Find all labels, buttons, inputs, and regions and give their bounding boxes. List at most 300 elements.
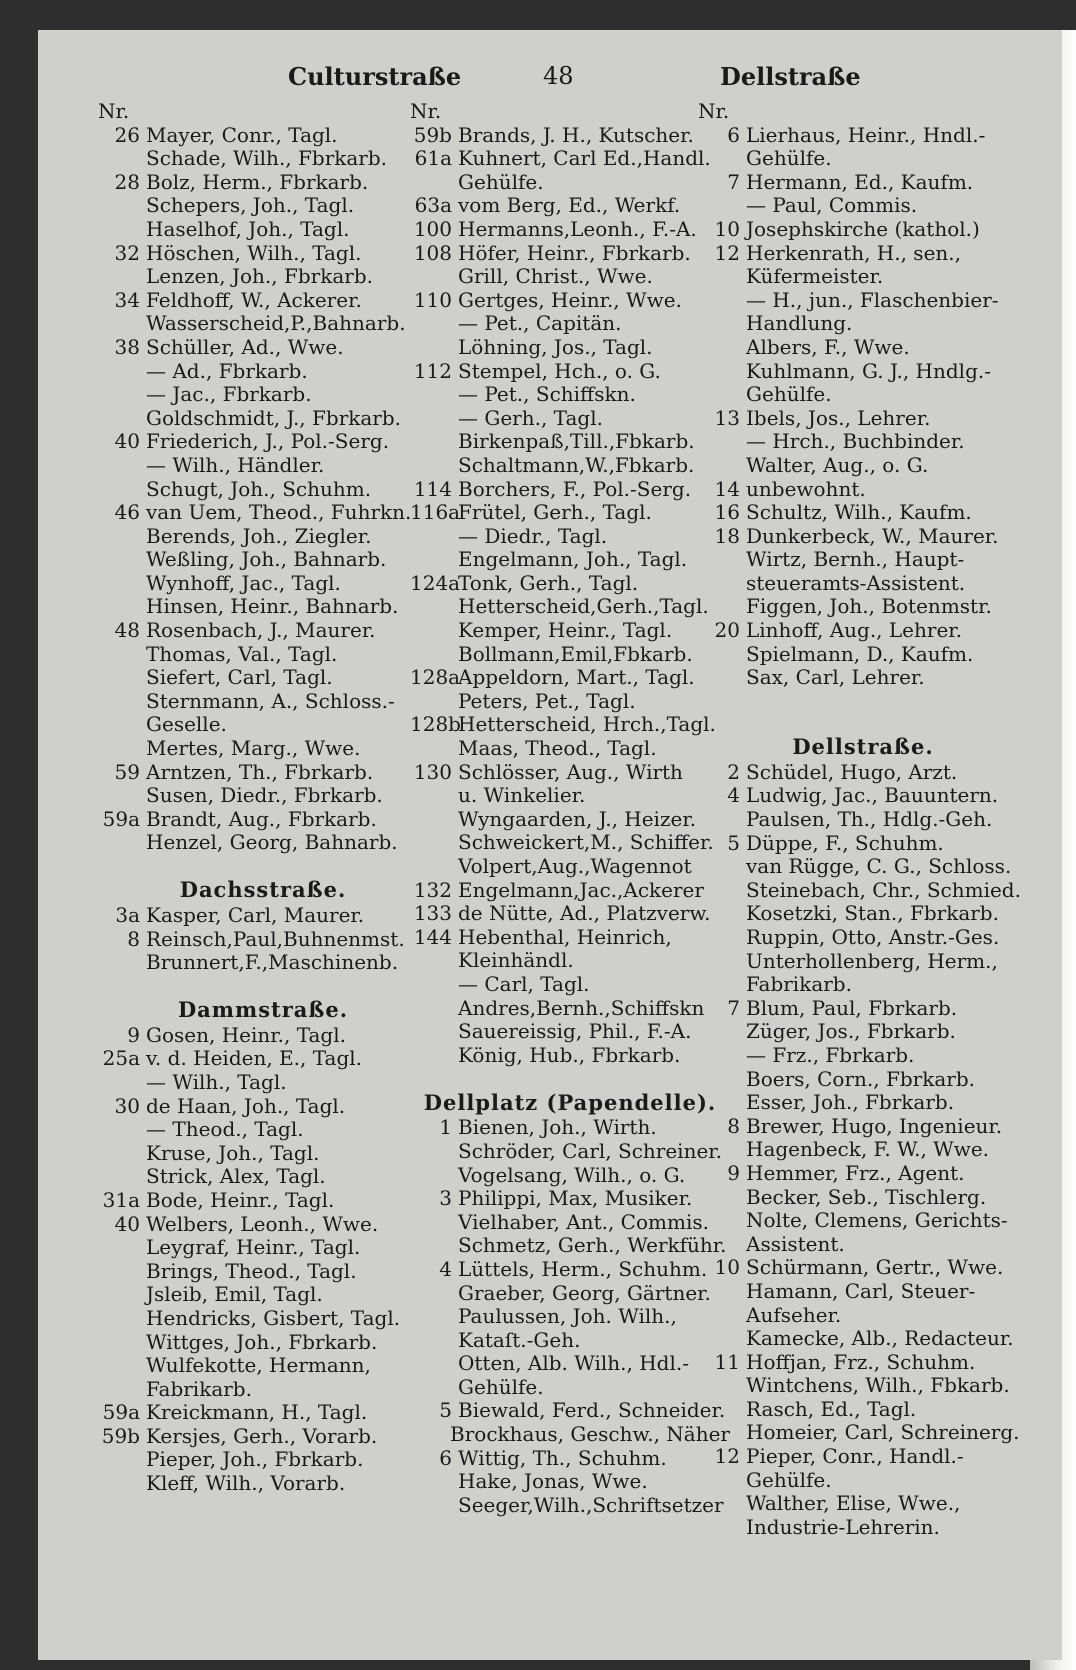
house-number: 59a [102,1400,140,1425]
house-number [98,1071,146,1095]
house-number: 114 [413,476,452,501]
directory-entry [98,100,428,124]
resident-entry: Seeger,Wilh.,Schriftsetzer [458,1492,724,1517]
directory-entry [410,949,730,973]
directory-entry [698,548,1028,572]
resident-entry: — Pet., Schiffskn. [458,382,636,407]
house-number [410,1020,458,1044]
house-number [410,690,458,714]
resident-entry: Wittig, Th., Schuhm. [458,1445,667,1470]
house-number: 59b [101,1423,140,1448]
house-number: 10 [714,1255,740,1280]
directory-entry [98,548,428,572]
resident-entry: Engelmann, Joh., Tagl. [458,547,688,572]
directory-entry [410,997,730,1021]
resident-entry: Ruppin, Otto, Anstr.-Ges. [746,925,1000,949]
house-number: 10 [714,216,740,241]
house-number: 144 [413,924,452,949]
resident-entry: Feldhoff, W., Ackerer. [146,287,362,312]
resident-entry: Rasch, Ed., Tagl. [746,1396,917,1421]
house-number: 110 [413,287,452,312]
resident-entry: Esser, Joh., Fbrkarb. [746,1090,955,1115]
directory-entry [98,1118,428,1142]
resident-entry: Schugt, Joh., Schuhm. [146,476,372,501]
resident-entry: Graeber, Georg, Gärtner. [458,1280,711,1305]
resident-entry: v. d. Heiden, E., Tagl. [146,1046,363,1071]
house-number: 2 [727,759,740,784]
directory-entry [98,619,428,643]
resident-entry: Hemmer, Frz., Agent. [746,1160,965,1185]
house-number [410,973,458,997]
directory-entry [98,666,428,690]
resident-entry: Dunkerbeck, W., Maurer. [746,523,999,548]
house-number [98,1378,146,1402]
house-number [410,1494,458,1518]
resident-entry: vom Berg, Ed., Werkf. [458,193,681,218]
directory-entry [410,265,730,289]
resident-entry: Pieper, Joh., Fbrkarb. [146,1447,364,1472]
house-number [98,525,146,549]
resident-entry: Grill, Christ., Wwe. [458,264,653,289]
directory-entry [410,1020,730,1044]
directory-page [38,30,1062,1660]
house-number [410,1140,458,1164]
house-number [698,879,746,903]
resident-entry: Schröder, Carl, Schreiner. [458,1138,723,1163]
house-number [98,1331,146,1355]
resident-entry: Kuhnert, Carl Ed.,Handl. [458,146,711,171]
directory-entry [698,808,1028,832]
resident-entry: Becker, Seb., Tischlerg. [746,1184,987,1209]
house-number [410,784,458,808]
house-number: 12 [714,1444,740,1469]
directory-entry [410,312,730,336]
resident-entry: Aufseher. [746,1302,842,1327]
house-number [98,1142,146,1166]
house-number [698,666,746,690]
house-number: 46 [114,500,140,525]
house-number: 128a [410,665,461,690]
house-number [698,336,746,360]
directory-entry [698,124,1028,148]
house-number [698,808,746,832]
directory-entry [98,147,428,171]
house-number [410,1211,458,1235]
resident-entry: Schaltmann,W.,Fbkarb. [458,452,695,477]
house-number [698,147,746,171]
directory-entry [98,1189,428,1213]
resident-entry: Nolte, Clemens, Gerichts- [746,1208,1008,1233]
house-number: 130 [413,759,452,784]
resident-entry: Schüdel, Hugo, Arzt. [746,759,958,784]
house-number: 9 [127,1022,140,1047]
house-number [698,312,746,336]
house-number [698,1304,746,1328]
directory-entry [410,1282,730,1306]
resident-entry: Haselhof, Joh., Tagl. [146,216,350,241]
house-number [410,1329,458,1353]
house-number [410,1470,458,1494]
directory-entry [98,1165,428,1189]
directory-entry [410,902,730,926]
house-number: 18 [714,523,740,548]
directory-entry [698,383,1028,407]
column-2 [410,100,730,1517]
directory-entry [698,454,1028,478]
resident-entry: Schüller, Ad., Wwe. [146,334,344,359]
house-number: Nr. [698,99,730,123]
directory-entry [698,501,1028,525]
directory-entry [98,737,428,761]
house-number [698,1398,746,1422]
directory-entry [410,454,730,478]
house-number: 31a [102,1187,140,1212]
resident-entry: — Theod., Tagl. [146,1117,304,1142]
directory-entry [98,1307,428,1331]
house-number: 13 [714,405,740,430]
directory-entry [698,1044,1028,1068]
directory-entry [698,430,1028,454]
house-number [98,737,146,761]
house-number [698,289,746,313]
resident-entry: Wittges, Joh., Fbrkarb. [146,1329,378,1354]
directory-entry [410,1164,730,1188]
directory-entry [698,926,1028,950]
house-number [698,1516,746,1540]
house-number: 40 [114,429,140,454]
house-number: 32 [114,240,140,265]
resident-entry: Gehülfe. [458,169,544,194]
directory-entry [698,855,1028,879]
resident-entry: Spielmann, D., Kaufm. [746,641,974,666]
resident-entry: Borchers, F., Pol.-Serg. [458,476,692,501]
resident-entry: — Wilh., Tagl. [146,1069,287,1094]
house-number: 6 [727,122,740,147]
directory-entry [698,997,1028,1021]
house-number [698,1374,746,1398]
resident-entry: Tonk, Gerh., Tagl. [458,570,639,595]
house-number [98,666,146,690]
house-number: 124a [410,570,461,595]
house-number [98,1236,146,1260]
house-number [98,784,146,808]
directory-entry [698,1492,1028,1516]
resident-entry: Volpert,Aug.,Wagennot [458,854,692,878]
directory-entry [698,1516,1028,1540]
resident-entry: Vogelsang, Wilh., o. G. [458,1162,686,1187]
directory-entry [410,926,730,950]
column-1 [98,100,428,1496]
directory-entry [698,265,1028,289]
directory-entry [98,336,428,360]
house-number [98,1307,146,1331]
directory-entry [98,904,428,928]
resident-entry: Kersjes, Gerh., Vorarb. [146,1423,378,1448]
resident-entry: Berends, Joh., Ziegler. [146,523,372,548]
directory-entry [698,478,1028,502]
house-number [698,1233,746,1257]
house-number: 108 [413,240,452,265]
resident-entry: Walther, Elise, Wwe., [746,1491,961,1516]
resident-entry: Küfermeister. [746,264,884,289]
resident-entry: Birkenpaß,Till.,Fbkarb. [458,429,695,454]
resident-entry: Hamann, Carl, Steuer- [746,1278,976,1303]
house-number [98,548,146,572]
directory-entry [698,761,1028,785]
directory-entry [410,124,730,148]
directory-entry [98,1283,428,1307]
resident-entry: Rosenbach, J., Maurer. [146,618,376,643]
house-number [698,360,746,384]
directory-entry [98,1024,428,1048]
directory-entry [698,336,1028,360]
directory-entry [410,501,730,525]
resident-entry: Schweickert,M., Schiffer. [458,830,714,855]
directory-entry [98,951,428,975]
house-number [698,265,746,289]
house-number: 16 [714,500,740,525]
directory-entry [698,407,1028,431]
house-number [698,548,746,572]
directory-entry [698,171,1028,195]
resident-entry: Kasper, Carl, Maurer. [146,903,365,927]
house-number: 112 [413,358,452,383]
resident-entry: Unterhollenberg, Herm., [746,948,998,973]
resident-entry: — Frz., Fbrkarb. [746,1042,915,1067]
house-number [410,619,458,643]
house-number [698,430,746,454]
house-number: 1 [439,1115,452,1140]
house-number [98,312,146,336]
resident-entry: Kreickmann, H., Tagl. [146,1400,368,1425]
resident-entry: Hetterscheid,Gerh.,Tagl. [458,594,709,619]
resident-entry: Höfer, Heinr., Fbrkarb. [458,240,691,265]
directory-entry [410,713,730,737]
house-number: 14 [714,476,740,501]
header-left-street: Culturstraße [288,62,462,91]
directory-entry [698,1091,1028,1115]
house-number: 61a [414,146,452,171]
house-number [410,949,458,973]
house-number [698,855,746,879]
resident-entry: Kuhlmann, G. J., Hndlg.- [746,358,991,383]
resident-entry: Wyngaarden, J., Heizer. [458,806,697,831]
resident-entry: Gehülfe. [746,146,832,171]
house-number: Nr. [410,99,442,123]
house-number [98,360,146,384]
directory-entry [410,360,730,384]
house-number [98,383,146,407]
resident-entry: Otten, Alb. Wilh., Hdl.- [458,1351,689,1376]
directory-entry [98,430,428,454]
directory-entry [410,1376,730,1400]
directory-entry [410,1211,730,1235]
house-number [410,407,458,431]
directory-entry [98,242,428,266]
house-number: 34 [114,287,140,312]
directory-entry [698,950,1028,974]
house-number: 25a [102,1046,140,1071]
resident-entry: — Pet., Capitän. [458,311,622,336]
house-number: 5 [439,1398,452,1423]
directory-entry [410,1447,730,1471]
directory-entry [698,1115,1028,1139]
resident-entry: Wintchens, Wilh., Fbkarb. [746,1373,1010,1398]
resident-entry: Sternmann, A., Schloss.- [146,688,395,713]
resident-entry: Hendricks, Gisbert, Tagl. [146,1305,401,1330]
resident-entry: Schlösser, Aug., Wirth [458,759,683,784]
house-number [698,1280,746,1304]
resident-entry: Paulsen, Th., Hdlg.-Geh. [746,807,993,832]
house-number: 63a [414,193,452,218]
header-right-street: Dellstraße [720,62,861,91]
resident-entry: Ibels, Jos., Lehrer. [746,405,931,430]
directory-entry [410,1305,730,1329]
directory-entry [698,1186,1028,1210]
directory-entry [410,430,730,454]
directory-entry [410,761,730,785]
directory-entry [698,1398,1028,1422]
directory-entry [410,548,730,572]
house-number [698,902,746,926]
directory-entry [698,1233,1028,1257]
directory-entry [98,407,428,431]
house-number [98,1354,146,1378]
directory-entry [698,1374,1028,1398]
house-number: 100 [413,216,452,241]
resident-entry: Löhning, Jos., Tagl. [458,334,653,359]
directory-entry [698,1020,1028,1044]
house-number [98,1118,146,1142]
resident-entry: Henzel, Georg, Bahnarb. [146,830,398,855]
directory-entry [98,1071,428,1095]
house-number [98,454,146,478]
house-number [98,951,146,975]
directory-entry [698,1209,1028,1233]
resident-entry: Lenzen, Joh., Fbrkarb. [146,264,373,289]
directory-entry [410,218,730,242]
directory-entry [410,242,730,266]
resident-entry: Brands, J. H., Kutscher. [458,122,694,147]
resident-entry: Assistent. [746,1231,845,1256]
resident-entry: Wynhoff, Jac., Tagl. [146,570,341,595]
house-number [410,454,458,478]
resident-entry: Bode, Heinr., Tagl. [146,1187,335,1212]
resident-entry: Sax, Carl, Lehrer. [746,665,925,690]
resident-entry: Gehülfe. [746,382,832,407]
directory-entry [410,879,730,903]
resident-entry: Arntzen, Th., Fbrkarb. [146,759,374,784]
resident-entry: van Rügge, C. G., Schloss. [746,854,1012,879]
directory-entry [98,194,428,218]
resident-entry: — Jac., Fbrkarb. [146,382,312,407]
house-number: 9 [727,1160,740,1185]
resident-entry: Steinebach, Chr., Schmied. [746,877,1021,902]
directory-entry [698,1256,1028,1280]
house-number: 3a [115,903,140,927]
resident-entry: Albers, F., Wwe. [746,334,910,359]
resident-entry: — Paul, Commis. [746,193,918,218]
house-number: 133 [413,901,452,926]
house-number [698,1209,746,1233]
resident-entry: Stempel, Hch., o. G. [458,358,661,383]
directory-entry [698,360,1028,384]
directory-entry [698,147,1028,171]
resident-entry: Walter, Aug., o. G. [746,452,929,477]
house-number [698,572,746,596]
house-number [410,1282,458,1306]
directory-entry [410,666,730,690]
column-3 [698,100,1028,1539]
house-number [698,383,746,407]
resident-entry: Gehülfe. [746,1467,832,1492]
directory-entry [410,643,730,667]
resident-entry: Friederich, J., Pol.-Serg. [146,429,390,454]
resident-entry: — Hrch., Buchbinder. [746,429,965,454]
directory-entry [410,595,730,619]
directory-entry [698,525,1028,549]
resident-entry: Andres,Bernh.,Schiffskn [458,995,705,1020]
directory-entry [98,572,428,596]
directory-entry [98,1095,428,1119]
section-heading: Dachsstraße. [179,877,347,903]
house-number [98,407,146,431]
resident-entry: Vielhaber, Ant., Commis. [458,1209,709,1234]
house-number: 20 [714,618,740,643]
directory-entry [98,1213,428,1237]
house-number [698,595,746,619]
directory-entry [698,218,1028,242]
resident-entry: Goldschmidt, J., Fbrkarb. [146,405,402,430]
resident-entry: van Uem, Theod., Fuhrkn. [146,500,412,525]
directory-entry [98,454,428,478]
directory-entry [98,1236,428,1260]
directory-entry [698,289,1028,313]
resident-entry: Weßling, Joh., Bahnarb. [146,547,387,572]
house-number: 8 [127,926,140,951]
directory-entry [98,784,428,808]
spacer [698,690,1028,712]
resident-entry: Kleff, Wilh., Vorarb. [146,1471,346,1496]
section-heading: Dammstraße. [177,997,349,1023]
resident-entry: u. Winkelier. [458,783,586,808]
resident-entry: Hagenbeck, F. W., Wwe. [746,1137,990,1162]
directory-entry [98,1260,428,1284]
directory-entry [410,784,730,808]
directory-entry [698,1445,1028,1469]
house-number [98,572,146,596]
house-number [410,1423,450,1447]
directory-entry [98,124,428,148]
resident-entry: Höschen, Wilh., Tagl. [146,240,362,265]
directory-entry [98,1425,428,1449]
resident-entry: Mayer, Conr., Tagl. [146,122,338,147]
resident-entry: Maas, Theod., Tagl. [458,736,657,761]
house-number: 4 [727,783,740,808]
directory-entry [410,147,730,171]
resident-entry: Figgen, Joh., Botenmstr. [746,594,992,619]
directory-entry [698,1162,1028,1186]
resident-entry: Strick, Alex, Tagl. [146,1164,326,1189]
house-number [698,1469,746,1493]
resident-entry: Philippi, Max, Musiker. [458,1186,693,1211]
directory-entry [410,1399,730,1423]
directory-entry [698,1280,1028,1304]
directory-entry [410,690,730,714]
house-number: 7 [727,995,740,1020]
directory-entry [98,831,428,855]
house-number [410,831,458,855]
